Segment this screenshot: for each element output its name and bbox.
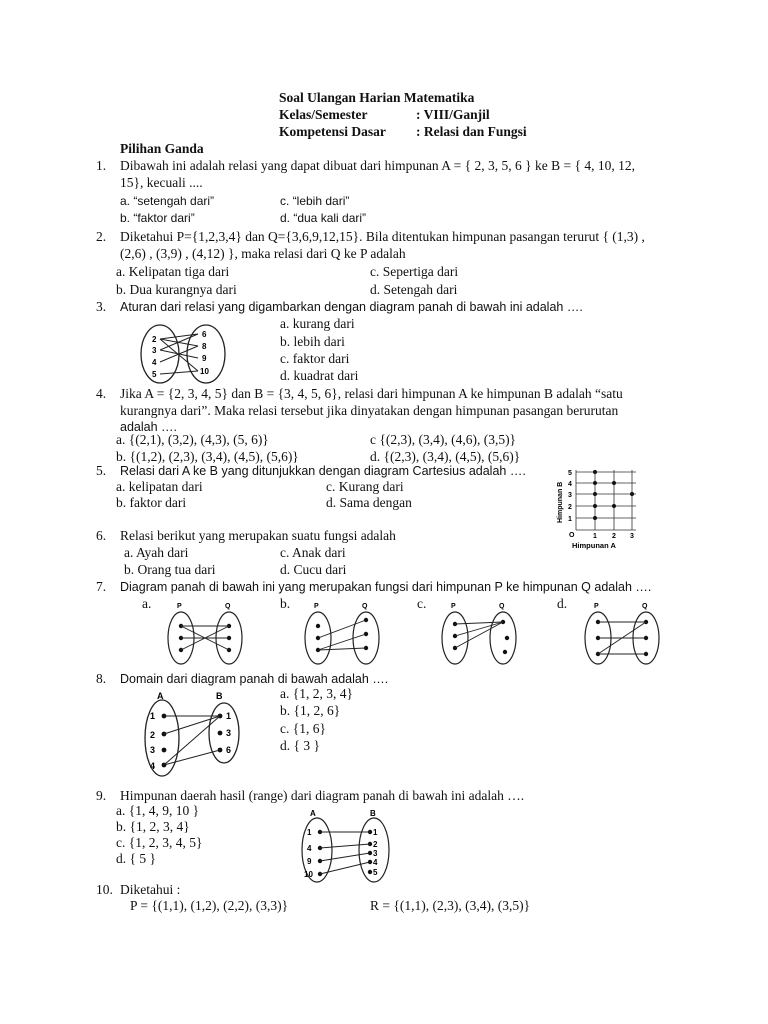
- question-text: Diagram panah di bawah ini yang merupakan fungsi dari himpunan P ke himpunan Q adalah ….: [120, 580, 652, 594]
- option-b: b. {(1,2), (2,3), (3,4), (4,5), (5,6)}: [116, 449, 299, 464]
- question-number: 7.: [96, 579, 107, 594]
- set-label: A: [310, 809, 316, 818]
- option-d: d. kuadrat dari: [280, 368, 359, 383]
- set-element: 9: [202, 354, 207, 363]
- y-tick-label: 1: [568, 516, 572, 523]
- option-d: d. Sama dengan: [326, 495, 412, 510]
- data-point: [593, 516, 597, 520]
- arrow-line: [160, 339, 198, 371]
- set-element: 1: [373, 828, 378, 837]
- set-element: 5: [152, 370, 157, 379]
- option-a: a. “setengah dari”: [120, 194, 215, 208]
- set-element: 4: [152, 358, 157, 367]
- option-d: d. Cucu dari: [280, 562, 347, 577]
- set-element: 5: [373, 868, 378, 877]
- option-d: d. { 5 }: [116, 851, 156, 866]
- option-a: a. {1, 4, 9, 10 }: [116, 803, 200, 818]
- option-d: d.: [557, 596, 568, 611]
- set-label: P: [451, 603, 456, 610]
- arrow-diagram: [138, 323, 248, 385]
- class-label: Kelas/Semester: [279, 107, 368, 122]
- option-c: c. “lebih dari”: [280, 194, 350, 208]
- data-point: [593, 481, 597, 485]
- data-point: [612, 504, 616, 508]
- set-element: 4: [373, 858, 378, 867]
- option-c: c. Kurang dari: [326, 479, 404, 494]
- question-text: Relasi dari A ke B yang ditunjukkan dengan diagram Cartesius adalah ….: [120, 464, 526, 478]
- question-number: 5.: [96, 463, 107, 478]
- question-number: 10.: [96, 882, 113, 897]
- option-c: c. faktor dari: [280, 351, 350, 366]
- set-label: A: [157, 691, 164, 701]
- arrow-diagram-c: [437, 598, 527, 668]
- set-element: 8: [202, 342, 207, 351]
- arrow-diagram-b: [300, 598, 390, 668]
- y-tick-label: 3: [568, 492, 572, 499]
- option-b: b. faktor dari: [116, 495, 187, 510]
- set-label: P: [177, 603, 182, 610]
- question-number: 6.: [96, 528, 107, 543]
- set-point: [162, 748, 167, 753]
- competency-label: Kompetensi Dasar: [279, 124, 386, 139]
- option-a: a.: [142, 596, 152, 611]
- option-b: b. “faktor dari”: [120, 211, 195, 225]
- option-d: d. {(2,3), (3,4), (4,5), (5,6)}: [370, 449, 521, 464]
- data-point: [630, 492, 634, 496]
- arrow-line: [320, 853, 370, 861]
- arrow-line: [318, 620, 366, 638]
- set-p: P = {(1,1), (1,2), (2,2), (3,3)}: [130, 898, 289, 913]
- set-point: [368, 870, 372, 874]
- option-a: a. {(2,1), (3,2), (4,3), (5, 6)}: [116, 432, 269, 447]
- data-point: [593, 504, 597, 508]
- option-a: a. kelipatan dari: [116, 479, 203, 494]
- x-tick-label: 1: [593, 533, 597, 540]
- y-tick-label: 2: [568, 504, 572, 511]
- set-element: 1: [226, 711, 232, 721]
- competency-value: : Relasi dan Fungsi: [416, 124, 527, 139]
- set-element: 6: [202, 330, 207, 339]
- question-text: Jika A = {2, 3, 4, 5} dan B = {3, 4, 5, 6}, relasi dari himpunan A ke himpunan B adalah “satu: [120, 386, 623, 401]
- arrow-diagram-d: [580, 598, 670, 668]
- set-label: B: [370, 809, 376, 818]
- question-number: 2.: [96, 229, 107, 244]
- set-point: [505, 636, 509, 640]
- set-label: B: [216, 691, 223, 701]
- option-d: d. Setengah dari: [370, 282, 458, 297]
- y-axis-label: Himpunan B: [557, 481, 564, 523]
- x-axis-label: Himpunan A: [572, 541, 616, 550]
- set-element: 2: [150, 730, 156, 740]
- question-text: 15}, kecuali ....: [120, 175, 203, 190]
- x-tick-label: 2: [612, 533, 616, 540]
- class-value: : VIII/Ganjil: [416, 107, 490, 122]
- set-label: Q: [225, 603, 231, 610]
- set-label: P: [594, 603, 599, 610]
- arrow-line: [455, 622, 503, 648]
- question-text: Diketahui P={1,2,3,4} dan Q={3,6,9,12,15}. Bila ditentukan himpunan pasangan terurut { (1,3) ,: [120, 229, 645, 244]
- data-point: [593, 492, 597, 496]
- question-number: 8.: [96, 671, 107, 686]
- set-ellipse-right: [490, 612, 516, 664]
- data-point: [612, 481, 616, 485]
- option-b: b. Dua kurangnya dari: [116, 282, 237, 297]
- option-d: d. { 3 }: [280, 738, 320, 753]
- y-tick-label: 4: [568, 481, 572, 488]
- question-text: kurangnya dari”. Maka relasi tersebut jika dinyatakan dengan himpunan pasangan berurutan: [120, 403, 619, 418]
- option-a: a. Ayah dari: [124, 545, 189, 560]
- option-a: a. kurang dari: [280, 316, 355, 331]
- set-element: 3: [373, 849, 378, 858]
- set-label: Q: [362, 603, 368, 610]
- data-point: [593, 470, 597, 474]
- set-ellipse-right: [209, 703, 239, 763]
- arrow-line: [320, 862, 370, 874]
- set-point: [218, 731, 223, 736]
- question-number: 9.: [96, 788, 107, 803]
- arrow-line: [318, 634, 366, 650]
- cartesian-graph: [552, 463, 648, 555]
- option-a: a. Kelipatan tiga dari: [116, 264, 230, 279]
- set-element: 9: [307, 857, 312, 866]
- option-b: b. Orang tua dari: [124, 562, 216, 577]
- arrow-diagram-a: [163, 598, 253, 668]
- arrow-diagram: [300, 806, 410, 886]
- question-text: (2,6) , (3,9) , (4,12) }, maka relasi dari Q ke P adalah: [120, 246, 406, 261]
- set-point: [316, 624, 320, 628]
- arrow-line: [320, 844, 370, 848]
- arrow-diagram: [140, 688, 250, 780]
- option-b: b. {1, 2, 3, 4}: [116, 819, 190, 834]
- set-label: Q: [499, 603, 505, 610]
- question-text: Diketahui :: [120, 882, 181, 897]
- set-element: 6: [226, 745, 232, 755]
- y-tick-label: 5: [568, 470, 572, 477]
- set-label: P: [314, 603, 319, 610]
- question-text: Himpunan daerah hasil (range) dari diagram panah di bawah ini adalah ….: [120, 788, 525, 803]
- question-number: 1.: [96, 158, 107, 173]
- section-title: Pilihan Ganda: [120, 141, 204, 156]
- option-c: c {(2,3), (3,4), (4,6), (3,5)}: [370, 432, 517, 447]
- option-c: c. {1, 6}: [280, 721, 326, 736]
- option-c: c. Anak dari: [280, 545, 346, 560]
- set-element: 4: [150, 761, 156, 771]
- question-number: 3.: [96, 299, 107, 314]
- question-text: adalah ….: [120, 420, 177, 434]
- set-label: Q: [642, 603, 648, 610]
- option-c: c. {1, 2, 3, 4, 5}: [116, 835, 203, 850]
- option-c: c. Sepertiga dari: [370, 264, 459, 279]
- set-element: 2: [373, 840, 378, 849]
- question-number: 4.: [96, 386, 107, 401]
- set-element: 2: [152, 335, 157, 344]
- option-a: a. {1, 2, 3, 4}: [280, 686, 353, 701]
- arrow-line: [318, 648, 366, 650]
- question-text: Dibawah ini adalah relasi yang dapat dibuat dari himpunan A = { 2, 3, 5, 6 } ke B = { 4, 10, 12,: [120, 158, 635, 173]
- set-element: 3: [150, 745, 156, 755]
- document-title: Soal Ulangan Harian Matematika: [279, 90, 475, 105]
- option-b: b. {1, 2, 6}: [280, 703, 341, 718]
- option-d: d. “dua kali dari”: [280, 211, 367, 225]
- origin-label: O: [569, 532, 575, 539]
- set-element: 4: [307, 844, 312, 853]
- set-element: 3: [152, 346, 157, 355]
- question-text: Aturan dari relasi yang digambarkan dengan diagram panah di bawah ini adalah ….: [120, 300, 583, 314]
- option-c: c.: [417, 596, 427, 611]
- set-element: 10: [200, 367, 209, 376]
- set-r: R = {(1,1), (2,3), (3,4), (3,5)}: [370, 898, 531, 913]
- set-point: [503, 650, 507, 654]
- set-element: 1: [307, 828, 312, 837]
- set-element: 3: [226, 728, 232, 738]
- set-element: 10: [304, 870, 313, 879]
- option-b: b.: [280, 596, 291, 611]
- arrow-line: [164, 716, 220, 734]
- question-text: Domain dari diagram panah di bawah adalah ….: [120, 672, 389, 686]
- question-text: Relasi berikut yang merupakan suatu fungsi adalah: [120, 528, 396, 543]
- x-tick-label: 3: [630, 533, 634, 540]
- option-b: b. lebih dari: [280, 334, 345, 349]
- set-ellipse-left: [141, 325, 179, 383]
- set-element: 1: [150, 711, 156, 721]
